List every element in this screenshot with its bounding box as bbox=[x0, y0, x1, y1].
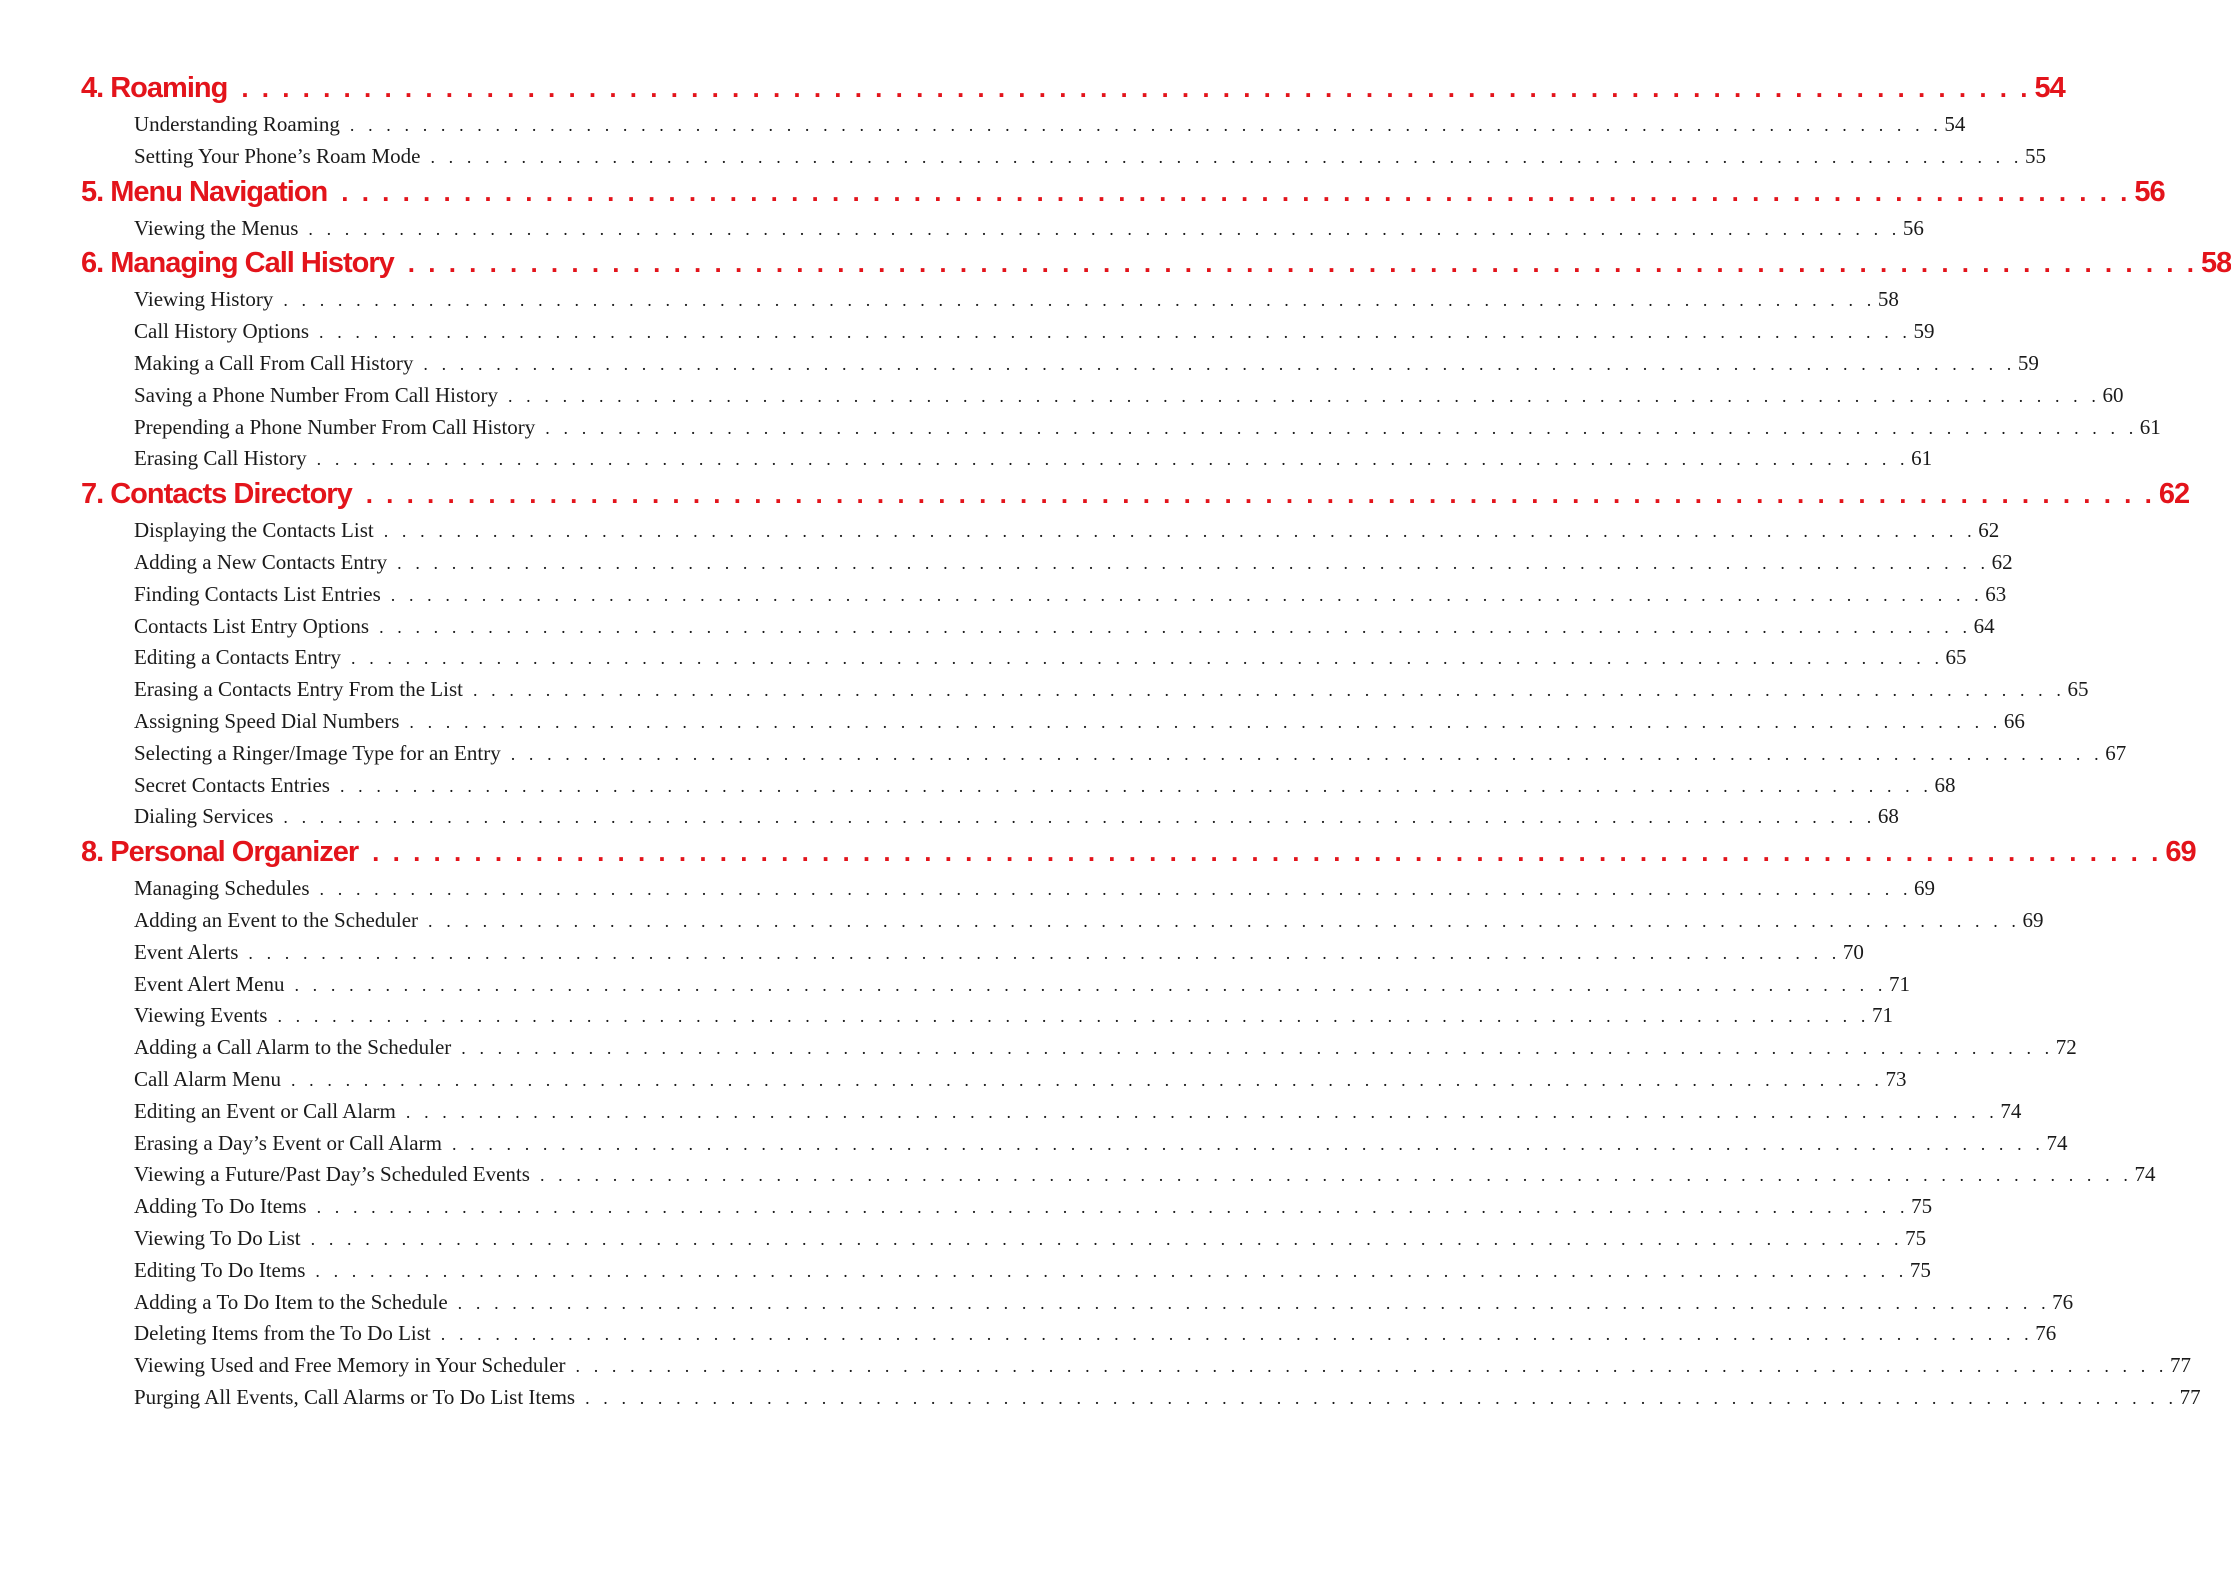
chapter-heading[interactable] bbox=[81, 72, 2065, 112]
entry-page-number: 74 bbox=[2046, 1130, 2068, 1155]
dot-leader: . . . . . . . . . . . . . . . . . . . . . . . . . . . . . . . . . . . . . . . . . . . . . . . . . . . . . . . . . . . . . . . . . . . . . . . . . . . . . . . . . . . . . . . . bbox=[290, 1069, 1884, 1090]
entry-page-number: 68 bbox=[1877, 804, 1899, 829]
toc-entry[interactable] bbox=[134, 1098, 2022, 1131]
entry-page-number: 72 bbox=[2055, 1035, 2077, 1060]
chapter-page-number: 54 bbox=[2034, 72, 2065, 104]
toc-entry[interactable] bbox=[134, 581, 2007, 614]
toc-entry[interactable] bbox=[134, 677, 2089, 709]
entry-title: Adding an Event to the Scheduler bbox=[134, 907, 419, 932]
toc-entry[interactable] bbox=[134, 319, 1935, 351]
toc-entry[interactable] bbox=[134, 1353, 2192, 1385]
entry-page-number: 65 bbox=[1945, 645, 1967, 670]
toc-entry[interactable] bbox=[134, 1257, 1931, 1290]
entry-page-number: 77 bbox=[2170, 1353, 2192, 1378]
entry-title: Event Alerts bbox=[134, 939, 239, 964]
chapter-page-number: 56 bbox=[2134, 175, 2165, 208]
dot-leader: . . . . . . . . . . . . . . . . . . . . . . . . . . . . . . . . . . . . . . . . . . . . . . . . . . . . . . . . . . . . . . . . . . . . . . . . . . . . . . . . . . . . . . . . bbox=[310, 1228, 1904, 1249]
entry-title: Viewing To Do List bbox=[134, 1225, 301, 1250]
toc-entry[interactable] bbox=[134, 971, 1910, 1004]
dot-leader: . . . . . . . . . . . . . . . . . . . . . . . . . . . . . . . . . . . . . . . . . . . . . . . . . . . . . . . . . . . . . . . . . . . . . . . . . . . . . . . . . . . . . . . . bbox=[575, 1356, 2169, 1377]
entry-page-number: 68 bbox=[1934, 772, 1956, 797]
entry-page-number: 66 bbox=[2003, 708, 2025, 733]
chapter-heading[interactable] bbox=[81, 836, 2196, 876]
toc-entry[interactable] bbox=[134, 772, 1956, 805]
entry-title: Adding a To Do Item to the Schedule bbox=[134, 1289, 448, 1314]
entry-title: Viewing a Future/Past Day’s Scheduled Events bbox=[134, 1162, 530, 1187]
entry-title: Purging All Events, Call Alarms or To Do List Items bbox=[134, 1384, 576, 1409]
entry-page-number: 59 bbox=[2017, 350, 2039, 375]
entry-title: Prepending a Phone Number From Call History bbox=[134, 414, 536, 439]
dot-leader: . . . . . . . . . . . . . . . . . . . . . . . . . . . . . . . . . . . . . . . . . . . . . . . . . . . . . . . . . . . . . . . . . . . . . . . . . . . . . . . . . . . . . . . . bbox=[319, 322, 1912, 343]
dot-leader: . . . . . . . . . . . . . . . . . . . . . . . . . . . . . . . . . . . . . . . . . . . . . . . . . . . . . . . . . . . . . . . . . . . . . . . . . . . . . . . . . . . . . . . . bbox=[510, 743, 2104, 764]
dot-leader: . . . . . . . . . . . . . . . . . . . . . . . . . . . . . . . . . . . . . . . . . . . . . . . . . . . . . . . . . . . . . . . . . . . . . . . . . . . . . . . . . . . . . . . . bbox=[472, 680, 2066, 701]
toc-entry[interactable] bbox=[134, 518, 2000, 550]
dot-leader: . . . . . . . . . . . . . . . . . . . . . . . . . . . . . . . . . . . . . . . . . . . . . . . . . . . . . . . . . . . . . . . . . . . . . . . . . . . . . . . . . . . . . . . . bbox=[316, 1197, 1910, 1218]
entry-page-number: 69 bbox=[2022, 907, 2044, 932]
toc-entry[interactable] bbox=[134, 939, 1864, 972]
entry-title: Erasing a Day’s Event or Call Alarm bbox=[134, 1130, 442, 1155]
dot-leader: . . . . . . . . . . . . . . . . . . . . . . . . . . . . . . . . . . . . . . . . . . . . . . . . . . . . . . . . . . . . . . . . . . . . . . . . . . . . . . . . . . . . . . . . bbox=[407, 248, 2197, 279]
entry-page-number: 61 bbox=[1911, 446, 1933, 471]
toc-entry[interactable] bbox=[134, 1321, 2057, 1353]
entry-page-number: 74 bbox=[2000, 1098, 2022, 1123]
entry-title: Erasing Call History bbox=[134, 446, 307, 471]
entry-title: Setting Your Phone’s Roam Mode bbox=[134, 143, 421, 168]
entry-page-number: 63 bbox=[1985, 581, 2007, 606]
dot-leader: . . . . . . . . . . . . . . . . . . . . . . . . . . . . . . . . . . . . . . . . . . . . . . . . . . . . . . . . . . . . . . . . . . . . . . . . . . . . . . . . . . . . . . . . bbox=[319, 879, 1913, 900]
toc-entry[interactable] bbox=[134, 1384, 2201, 1417]
dot-leader: . . . . . . . . . . . . . . . . . . . . . . . . . . . . . . . . . . . . . . . . . . . . . . . . . . . . . . . . . . . . . . . . . . . . . . . . . . . . . . . . . . . . . . . . bbox=[283, 290, 1876, 311]
dot-leader: . . . . . . . . . . . . . . . . . . . . . . . . . . . . . . . . . . . . . . . . . . . . . . . . . . . . . . . . . . . . . . . . . . . . . . . . . . . . . . . . . . . . . . . . bbox=[390, 584, 1984, 605]
dot-leader: . . . . . . . . . . . . . . . . . . . . . . . . . . . . . . . . . . . . . . . . . . . . . . . . . . . . . . . . . . . . . . . . . . . . . . . . . . . . . . . . . . . . . . . . bbox=[277, 1006, 1870, 1027]
dot-leader: . . . . . . . . . . . . . . . . . . . . . . . . . . . . . . . . . . . . . . . . . . . . . . . . . . . . . . . . . . . . . . . . . . . . . . . . . . . . . . . . . . . . . . . . bbox=[440, 1324, 2034, 1345]
dot-leader: . . . . . . . . . . . . . . . . . . . . . . . . . . . . . . . . . . . . . . . . . . . . . . . . . . . . . . . . . . . . . . . . . . . . . . . . . . . . . . . . . . . . . . . . bbox=[545, 417, 2138, 438]
toc-entry[interactable] bbox=[134, 414, 2161, 447]
dot-leader: . . . . . . . . . . . . . . . . . . . . . . . . . . . . . . . . . . . . . . . . . . . . . . . . . . . . . . . . . . . . . . . . . . . . . . . . . . . . . . . . . . . . . . . . bbox=[308, 218, 1901, 239]
toc-entry[interactable] bbox=[134, 112, 1966, 144]
chapter-heading[interactable] bbox=[81, 175, 2165, 216]
dot-leader: . . . . . . . . . . . . . . . . . . . . . . . . . . . . . . . . . . . . . . . . . . . . . . . . . . . . . . . . . . . . . . . . . . . . . . . . . . . . . . . . . . . . . . . . bbox=[451, 1133, 2045, 1154]
entry-title: Editing an Event or Call Alarm bbox=[134, 1098, 396, 1123]
dot-leader: . . . . . . . . . . . . . . . . . . . . . . . . . . . . . . . . . . . . . . . . . . . . . . . . . . . . . . . . . . . . . . . . . . . . . . . . . . . . . . . . . . . . . . . . bbox=[372, 837, 2162, 868]
dot-leader: . . . . . . . . . . . . . . . . . . . . . . . . . . . . . . . . . . . . . . . . . . . . . . . . . . . . . . . . . . . . . . . . . . . . . . . . . . . . . . . . . . . . . . . . bbox=[294, 974, 1887, 995]
dot-leader: . . . . . . . . . . . . . . . . . . . . . . . . . . . . . . . . . . . . . . . . . . . . . . . . . . . . . . . . . . . . . . . . . . . . . . . . . . . . . . . . . . . . . . . . bbox=[585, 1387, 2178, 1408]
entry-title: Deleting Items from the To Do List bbox=[134, 1321, 431, 1346]
toc-entry[interactable] bbox=[134, 804, 1899, 836]
entry-page-number: 76 bbox=[2035, 1321, 2057, 1346]
entry-page-number: 59 bbox=[1913, 319, 1935, 344]
entry-title: Assigning Speed Dial Numbers bbox=[134, 708, 400, 733]
chapter-page-number: 62 bbox=[2158, 478, 2190, 511]
dot-leader: . . . . . . . . . . . . . . . . . . . . . . . . . . . . . . . . . . . . . . . . . . . . . . . . . . . . . . . . . . . . . . . . . . . . . . . . . . . . . . . . . . . . . . . . bbox=[405, 1101, 1999, 1122]
chapter-title: 8. Personal Organizer bbox=[81, 836, 359, 869]
dot-leader: . . . . . . . . . . . . . . . . . . . . . . . . . . . . . . . . . . . . . . . . . . . . . . . . . . . . . . . . . . . . . . . . . . . . . . . . . . . . . . . . . . . . . . . . bbox=[507, 385, 2101, 406]
toc-entry[interactable] bbox=[134, 740, 2127, 773]
dot-leader: . . . . . . . . . . . . . . . . . . . . . . . . . . . . . . . . . . . . . . . . . . . . . . . . . . . . . . . . . . . . . . . . . . . . . . . . . . . . . . . . . . . . . . . . bbox=[315, 1260, 1908, 1281]
entry-title: Contacts List Entry Options bbox=[134, 613, 370, 638]
toc-entry[interactable] bbox=[134, 1003, 1893, 1035]
entry-page-number: 55 bbox=[2024, 143, 2046, 168]
entry-title: Erasing a Contacts Entry From the List bbox=[134, 677, 463, 702]
entry-page-number: 73 bbox=[1885, 1066, 1907, 1091]
dot-leader: . . . . . . . . . . . . . . . . . . . . . . . . . . . . . . . . . . . . . . . . . . . . . . . . . . . . . . . . . . . . . . . . . . . . . . . . . . . . . . . . . . . . . . . . bbox=[461, 1038, 2054, 1059]
entry-page-number: 58 bbox=[1877, 287, 1899, 312]
entry-page-number: 61 bbox=[2139, 414, 2161, 439]
entry-page-number: 76 bbox=[2052, 1289, 2074, 1314]
toc-entry[interactable] bbox=[134, 876, 1936, 908]
entry-page-number: 77 bbox=[2179, 1384, 2201, 1409]
toc-entry[interactable] bbox=[134, 350, 2039, 383]
dot-leader: . . . . . . . . . . . . . . . . . . . . . . . . . . . . . . . . . . . . . . . . . . . . . . . . . . . . . . . . . . . . . . . . . . . . . . . . . . . . . . . . . . . . . . . . bbox=[349, 115, 1943, 135]
chapter-title: 6. Managing Call History bbox=[81, 247, 394, 280]
entry-title: Managing Schedules bbox=[134, 876, 310, 901]
toc-entry[interactable] bbox=[134, 143, 2046, 176]
dot-leader: . . . . . . . . . . . . . . . . . . . . . . . . . . . . . . . . . . . . . . . . . . . . . . . . . . . . . . . . . . . . . . . . . . . . . . . . . . . . . . . . . . . . . . . . bbox=[241, 73, 2031, 103]
toc-entry[interactable] bbox=[134, 1194, 1933, 1226]
chapter-title: 4. Roaming bbox=[81, 72, 228, 104]
chapter-heading[interactable] bbox=[81, 478, 2190, 518]
chapter-title: 7. Contacts Directory bbox=[81, 478, 352, 511]
entry-page-number: 75 bbox=[1911, 1194, 1933, 1219]
entry-title: Adding To Do Items bbox=[134, 1194, 307, 1219]
chapter-heading[interactable] bbox=[81, 247, 2231, 287]
chapter-title: 5. Menu Navigation bbox=[81, 175, 328, 208]
dot-leader: . . . . . . . . . . . . . . . . . . . . . . . . . . . . . . . . . . . . . . . . . . . . . . . . . . . . . . . . . . . . . . . . . . . . . . . . . . . . . . . . . . . . . . . . bbox=[283, 807, 1876, 828]
entry-title: Understanding Roaming bbox=[134, 112, 340, 136]
toc-entry[interactable] bbox=[134, 1162, 2156, 1194]
entry-title: Selecting a Ringer/Image Type for an Entry bbox=[134, 740, 501, 765]
entry-page-number: 60 bbox=[2102, 382, 2124, 407]
table-of-contents bbox=[81, 72, 2231, 1417]
entry-title: Viewing Events bbox=[134, 1003, 268, 1028]
chapter-page-number: 58 bbox=[2200, 247, 2231, 280]
dot-leader: . . . . . . . . . . . . . . . . . . . . . . . . . . . . . . . . . . . . . . . . . . . . . . . . . . . . . . . . . . . . . . . . . . . . . . . . . . . . . . . . . . . . . . . . bbox=[383, 521, 1977, 542]
toc-entry[interactable] bbox=[134, 382, 2124, 415]
entry-title: Viewing Used and Free Memory in Your Scheduler bbox=[134, 1353, 566, 1378]
entry-title: Saving a Phone Number From Call History bbox=[134, 382, 498, 407]
chapter-page-number: 69 bbox=[2165, 836, 2196, 869]
entry-title: Editing To Do Items bbox=[134, 1257, 306, 1282]
entry-title: Adding a Call Alarm to the Scheduler bbox=[134, 1035, 452, 1060]
entry-title: Secret Contacts Entries bbox=[134, 772, 330, 797]
dot-leader: . . . . . . . . . . . . . . . . . . . . . . . . . . . . . . . . . . . . . . . . . . . . . . . . . . . . . . . . . . . . . . . . . . . . . . . . . . . . . . . . . . . . . . . . bbox=[428, 910, 2021, 931]
toc-entry[interactable] bbox=[134, 1066, 1907, 1099]
entry-title: Making a Call From Call History bbox=[134, 350, 414, 375]
entry-page-number: 70 bbox=[1842, 939, 1864, 964]
dot-leader: . . . . . . . . . . . . . . . . . . . . . . . . . . . . . . . . . . . . . . . . . . . . . . . . . . . . . . . . . . . . . . . . . . . . . . . . . . . . . . . . . . . . . . . . bbox=[379, 616, 1972, 637]
dot-leader: . . . . . . . . . . . . . . . . . . . . . . . . . . . . . . . . . . . . . . . . . . . . . . . . . . . . . . . . . . . . . . . . . . . . . . . . . . . . . . . . . . . . . . . . bbox=[341, 176, 2131, 207]
entry-page-number: 62 bbox=[1991, 549, 2013, 574]
toc-entry[interactable] bbox=[134, 1035, 2077, 1067]
toc-entry[interactable] bbox=[134, 613, 1995, 646]
dot-leader: . . . . . . . . . . . . . . . . . . . . . . . . . . . . . . . . . . . . . . . . . . . . . . . . . . . . . . . . . . . . . . . . . . . . . . . . . . . . . . . . . . . . . . . . bbox=[351, 648, 1944, 669]
entry-page-number: 62 bbox=[1978, 518, 2000, 543]
toc-entry[interactable] bbox=[134, 1130, 2068, 1163]
toc-entry[interactable] bbox=[134, 215, 1924, 248]
dot-leader: . . . . . . . . . . . . . . . . . . . . . . . . . . . . . . . . . . . . . . . . . . . . . . . . . . . . . . . . . . . . . . . . . . . . . . . . . . . . . . . . . . . . . . . . bbox=[409, 711, 2002, 732]
entry-page-number: 69 bbox=[1914, 876, 1936, 901]
dot-leader: . . . . . . . . . . . . . . . . . . . . . . . . . . . . . . . . . . . . . . . . . . . . . . . . . . . . . . . . . . . . . . . . . . . . . . . . . . . . . . . . . . . . . . . . bbox=[339, 775, 1933, 796]
dot-leader: . . . . . . . . . . . . . . . . . . . . . . . . . . . . . . . . . . . . . . . . . . . . . . . . . . . . . . . . . . . . . . . . . . . . . . . . . . . . . . . . . . . . . . . . bbox=[430, 146, 2023, 167]
entry-title: Event Alert Menu bbox=[134, 971, 285, 996]
entry-page-number: 54 bbox=[1944, 112, 1966, 136]
entry-page-number: 75 bbox=[1905, 1225, 1927, 1250]
toc-entry[interactable] bbox=[134, 645, 1967, 677]
entry-title: Displaying the Contacts List bbox=[134, 518, 374, 543]
dot-leader: . . . . . . . . . . . . . . . . . . . . . . . . . . . . . . . . . . . . . . . . . . . . . . . . . . . . . . . . . . . . . . . . . . . . . . . . . . . . . . . . . . . . . . . . bbox=[457, 1292, 2051, 1313]
entry-title: Call History Options bbox=[134, 319, 310, 344]
entry-title: Adding a New Contacts Entry bbox=[134, 549, 388, 574]
entry-title: Viewing the Menus bbox=[134, 215, 299, 240]
entry-page-number: 64 bbox=[1973, 613, 1995, 638]
toc-entry[interactable] bbox=[134, 1225, 1927, 1258]
entry-title: Dialing Services bbox=[134, 804, 274, 829]
toc-entry[interactable] bbox=[134, 1289, 2074, 1322]
entry-page-number: 56 bbox=[1902, 215, 1924, 240]
toc-entry[interactable] bbox=[134, 549, 2013, 582]
dot-leader: . . . . . . . . . . . . . . . . . . . . . . . . . . . . . . . . . . . . . . . . . . . . . . . . . . . . . . . . . . . . . . . . . . . . . . . . . . . . . . . . . . . . . . . . bbox=[248, 942, 1841, 963]
entry-title: Editing a Contacts Entry bbox=[134, 645, 342, 670]
dot-leader: . . . . . . . . . . . . . . . . . . . . . . . . . . . . . . . . . . . . . . . . . . . . . . . . . . . . . . . . . . . . . . . . . . . . . . . . . . . . . . . . . . . . . . . . bbox=[397, 552, 1990, 573]
toc-entry[interactable] bbox=[134, 708, 2025, 741]
toc-entry[interactable] bbox=[134, 287, 1899, 319]
entry-page-number: 75 bbox=[1909, 1257, 1931, 1282]
dot-leader: . . . . . . . . . . . . . . . . . . . . . . . . . . . . . . . . . . . . . . . . . . . . . . . . . . . . . . . . . . . . . . . . . . . . . . . . . . . . . . . . . . . . . . . . bbox=[423, 353, 2016, 374]
entry-title: Call Alarm Menu bbox=[134, 1066, 281, 1091]
entry-title: Finding Contacts List Entries bbox=[134, 581, 381, 606]
toc-entry[interactable] bbox=[134, 907, 2044, 940]
toc-entry[interactable] bbox=[134, 446, 1933, 478]
dot-leader: . . . . . . . . . . . . . . . . . . . . . . . . . . . . . . . . . . . . . . . . . . . . . . . . . . . . . . . . . . . . . . . . . . . . . . . . . . . . . . . . . . . . . . . . bbox=[316, 449, 1910, 470]
dot-leader: . . . . . . . . . . . . . . . . . . . . . . . . . . . . . . . . . . . . . . . . . . . . . . . . . . . . . . . . . . . . . . . . . . . . . . . . . . . . . . . . . . . . . . . . bbox=[365, 479, 2155, 510]
entry-title: Viewing History bbox=[134, 287, 274, 312]
entry-page-number: 67 bbox=[2105, 740, 2127, 765]
entry-page-number: 74 bbox=[2134, 1162, 2156, 1187]
entry-page-number: 65 bbox=[2067, 677, 2089, 702]
entry-page-number: 71 bbox=[1871, 1003, 1893, 1028]
entry-page-number: 71 bbox=[1888, 971, 1910, 996]
dot-leader: . . . . . . . . . . . . . . . . . . . . . . . . . . . . . . . . . . . . . . . . . . . . . . . . . . . . . . . . . . . . . . . . . . . . . . . . . . . . . . . . . . . . . . . . bbox=[539, 1165, 2133, 1186]
